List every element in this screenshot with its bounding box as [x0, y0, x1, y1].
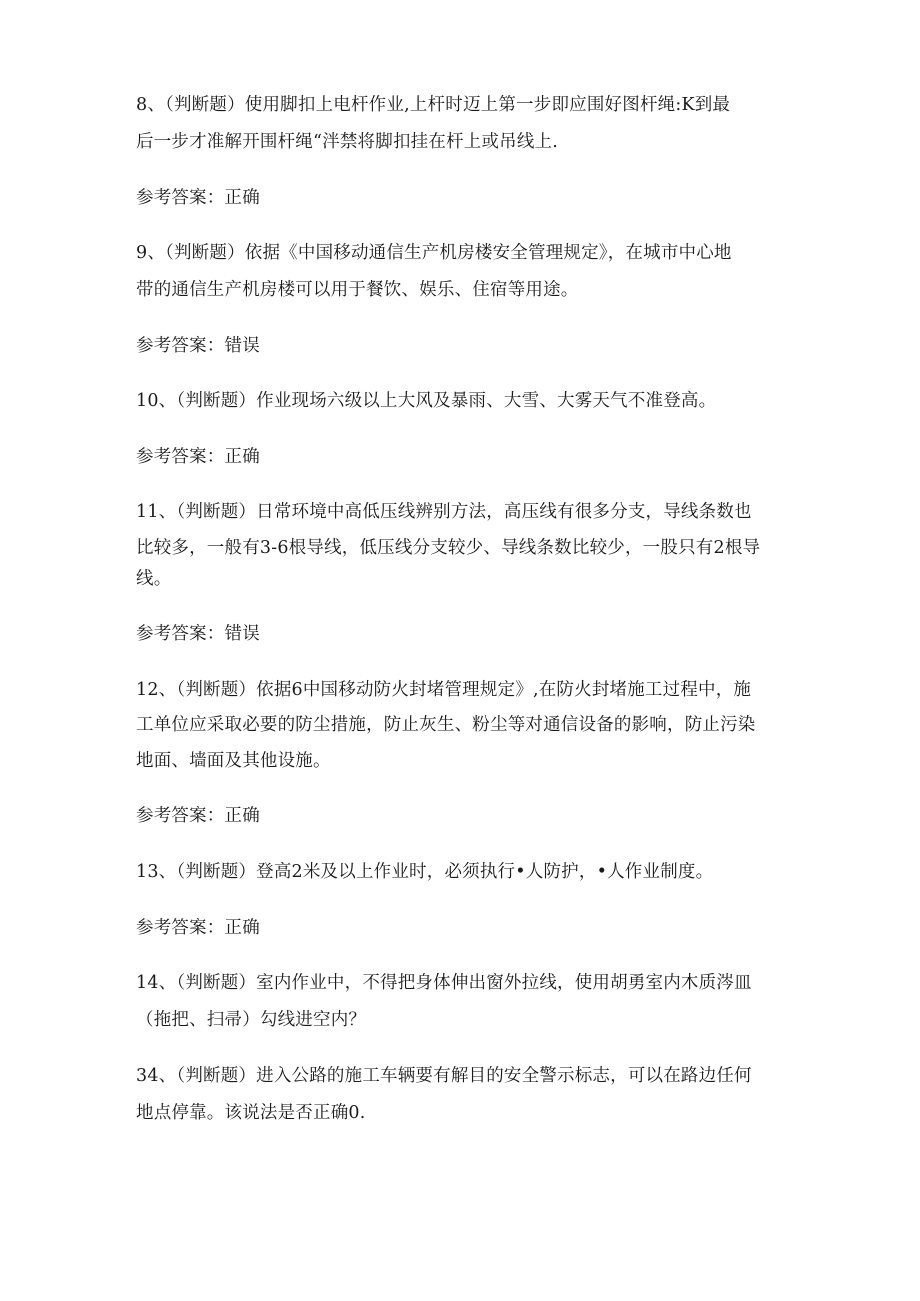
- question-12-answer: 参考答案：正确: [136, 806, 260, 826]
- question-11-answer: 参考答案：错误: [136, 624, 260, 644]
- question-8-line-1: 8、（判断题）使用脚扣上电杆作业,上杆时迈上第一步即应围好图杆绳:K到最: [136, 95, 731, 115]
- question-10-answer: 参考答案：正确: [136, 447, 260, 467]
- question-8-answer: 参考答案：正确: [136, 188, 260, 208]
- question-8-line-2: 后一步才准解开围杆绳“泮禁将脚扣挂在杆上或吊线上.: [136, 132, 559, 152]
- question-14-line-1: 14、（判断题）室内作业中，不得把身体伸出窗外拉线，使用胡勇室内木质涔皿: [136, 973, 752, 993]
- question-9-answer: 参考答案：错误: [136, 336, 260, 356]
- question-34-line-2: 地点停靠。该说法是否正确0.: [136, 1103, 366, 1123]
- question-12-line-2: 工单位应采取必要的防尘措施，防止灰生、粉尘等对通信设备的影响，防止污染: [136, 715, 756, 735]
- question-9-line-1: 9、（判断题）依据《中国移动通信生产机房楼安全管理规定》，在城市中心地: [136, 243, 732, 263]
- question-11-line-3: 线。: [136, 569, 172, 589]
- question-11-line-1: 11、（判断题）日常环境中高低压线辨别方法，高压线有很多分支，导线条数也: [136, 502, 752, 522]
- question-13-line-1: 13、（判断题）登高2米及以上作业时，必须执行•人防护，•人作业制度。: [136, 862, 714, 882]
- question-12-line-3: 地面、墙面及其他设施。: [136, 751, 331, 771]
- question-11-line-2: 比较多，一般有3-6根导线，低压线分支较少、导线条数比较少，一股只有2根导: [136, 538, 761, 558]
- question-13-answer: 参考答案：正确: [136, 918, 260, 938]
- question-9-line-2: 带的通信生产机房楼可以用于餐饮、娱乐、住宿等用途。: [136, 280, 579, 300]
- question-14-line-2: （拖把、扫帚）勾线进空内？: [136, 1010, 367, 1030]
- question-10-line-1: 10、（判断题）作业现场六级以上大风及暴雨、大雪、大雾天气不准登高。: [136, 391, 717, 411]
- question-34-line-1: 34、（判断题）进入公路的施工车辆要有解目的安全警示标志，可以在路边任何: [136, 1066, 752, 1086]
- question-12-line-1: 12、（判断题）依据6中国移动防火封堵管理规定》,在防火封堵施工过程中，施: [136, 680, 752, 700]
